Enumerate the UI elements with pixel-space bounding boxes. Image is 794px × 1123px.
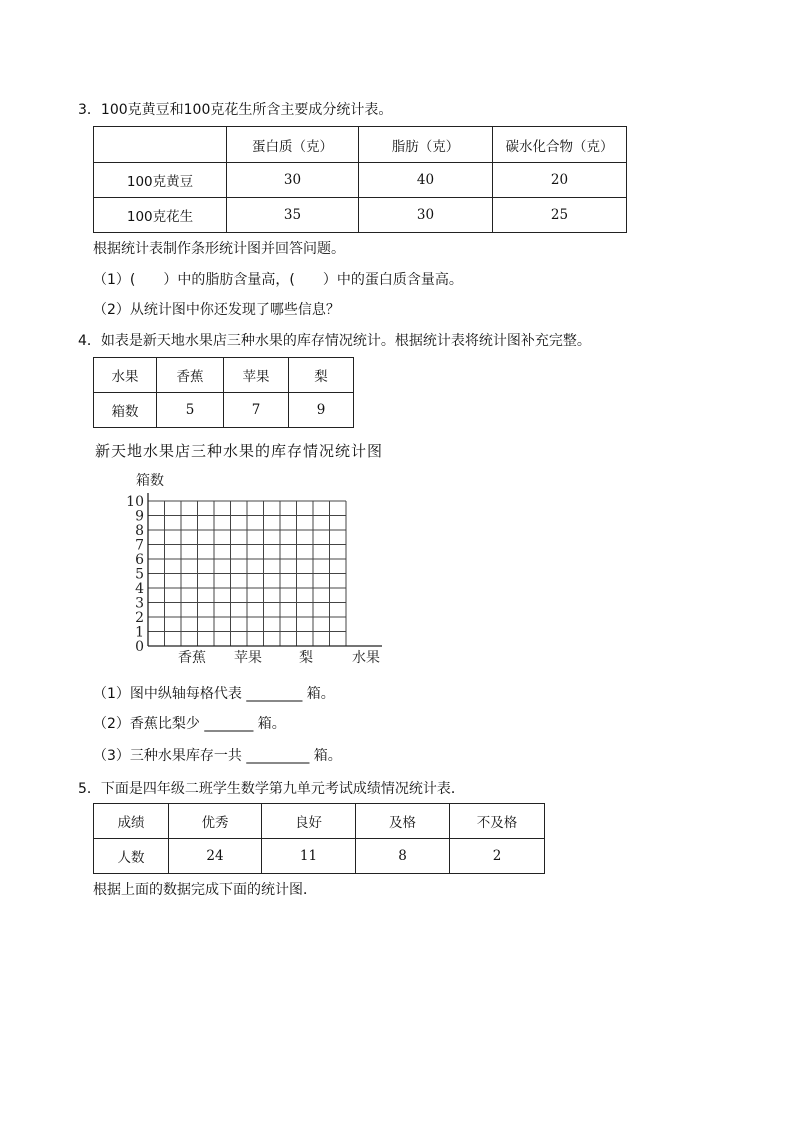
q4-sub-question-3: （3）三种水果库存一共 _________ 箱。 bbox=[93, 748, 342, 764]
y-tick-label: 2 bbox=[135, 610, 144, 626]
table-row bbox=[94, 163, 627, 198]
table-cell: 24 bbox=[169, 839, 262, 874]
table-cell: 5 bbox=[157, 393, 224, 428]
q4-sub-question-1: （1）图中纵轴每格代表 ________ 箱。 bbox=[93, 686, 335, 702]
q4-title: 如表是新天地水果店三种水果的库存情况统计。根据统计表将统计图补充完整。 bbox=[100, 333, 591, 349]
table-header-cell: 不及格 bbox=[450, 804, 545, 839]
y-tick-label: 10 bbox=[126, 494, 144, 510]
y-tick-label: 8 bbox=[135, 523, 144, 539]
table-header-cell: 良好 bbox=[262, 804, 356, 839]
table-header-cell: 脂肪（克） bbox=[359, 127, 493, 163]
y-tick-label: 9 bbox=[135, 508, 144, 525]
table-header-cell: 及格 bbox=[356, 804, 450, 839]
table-cell: 箱数 bbox=[94, 393, 157, 428]
table-header-cell: 成绩 bbox=[94, 804, 169, 839]
table-header-cell bbox=[94, 127, 227, 163]
table-cell: 40 bbox=[359, 163, 493, 198]
q4-fruit-table bbox=[93, 357, 354, 428]
x-axis-label: 水果 bbox=[352, 650, 380, 666]
fruit-inventory-chart bbox=[120, 468, 400, 668]
table-cell: 100克黄豆 bbox=[94, 163, 227, 198]
table-header-cell: 碳水化合物（克） bbox=[493, 127, 627, 163]
y-tick-label: 1 bbox=[135, 624, 144, 641]
q5-heading bbox=[78, 779, 465, 799]
q3-sub-question-2: （2）从统计图中你还发现了哪些信息？ bbox=[93, 302, 340, 318]
q4-number: 4． bbox=[78, 333, 101, 349]
q5-title: 下面是四年级二班学生数学第九单元考试成绩情况统计表． bbox=[100, 781, 465, 797]
table-row bbox=[94, 839, 545, 874]
q3-number: 3． bbox=[78, 102, 101, 118]
table-cell: 人数 bbox=[94, 839, 169, 874]
table-cell: 35 bbox=[227, 198, 359, 233]
x-tick-label: 梨 bbox=[299, 650, 313, 666]
q3-instruction: 根据统计表制作条形统计图并回答问题。 bbox=[93, 241, 345, 257]
table-header-cell: 优秀 bbox=[169, 804, 262, 839]
q5-number: 5． bbox=[78, 781, 101, 797]
q4-heading bbox=[78, 331, 591, 351]
table-cell: 7 bbox=[224, 393, 289, 428]
table-cell: 20 bbox=[493, 163, 627, 198]
table-header-cell: 梨 bbox=[289, 358, 354, 393]
table-cell: 25 bbox=[493, 198, 627, 233]
table-header-row bbox=[94, 804, 545, 839]
table-cell: 2 bbox=[450, 839, 545, 874]
y-tick-label: 6 bbox=[135, 552, 144, 568]
table-row bbox=[94, 198, 627, 233]
q3-heading bbox=[78, 100, 392, 120]
x-tick-label: 苹果 bbox=[234, 650, 262, 666]
q5-score-table bbox=[93, 803, 545, 874]
x-tick-label: 香蕉 bbox=[178, 650, 206, 666]
y-axis-label: 箱数 bbox=[136, 473, 164, 489]
y-tick-label: 7 bbox=[135, 537, 144, 554]
table-cell: 9 bbox=[289, 393, 354, 428]
table-cell: 100克花生 bbox=[94, 198, 227, 233]
table-row bbox=[94, 393, 354, 428]
y-tick-label: 5 bbox=[135, 566, 144, 583]
q4-sub-question-2: （2）香蕉比梨少 _______ 箱。 bbox=[93, 716, 286, 732]
q3-sub-question-1: （1）( ）中的脂肪含量高，( ）中的蛋白质含量高。 bbox=[93, 272, 463, 288]
table-cell: 11 bbox=[262, 839, 356, 874]
table-header-cell: 苹果 bbox=[224, 358, 289, 393]
table-header-row bbox=[94, 127, 627, 163]
y-tick-label: 0 bbox=[135, 639, 144, 655]
table-header-cell: 蛋白质（克） bbox=[227, 127, 359, 163]
chart-title: 新天地水果店三种水果的库存情况统计图 bbox=[95, 442, 384, 460]
table-cell: 30 bbox=[359, 198, 493, 233]
q3-nutrition-table bbox=[93, 126, 627, 233]
table-header-row bbox=[94, 358, 354, 393]
table-header-cell: 水果 bbox=[94, 358, 157, 393]
table-header-cell: 香蕉 bbox=[157, 358, 224, 393]
y-tick-label: 3 bbox=[135, 595, 144, 612]
q5-instruction: 根据上面的数据完成下面的统计图． bbox=[93, 882, 317, 898]
y-tick-label: 4 bbox=[135, 581, 144, 597]
table-cell: 8 bbox=[356, 839, 450, 874]
table-cell: 30 bbox=[227, 163, 359, 198]
q3-title: 100克黄豆和100克花生所含主要成分统计表。 bbox=[100, 102, 393, 118]
